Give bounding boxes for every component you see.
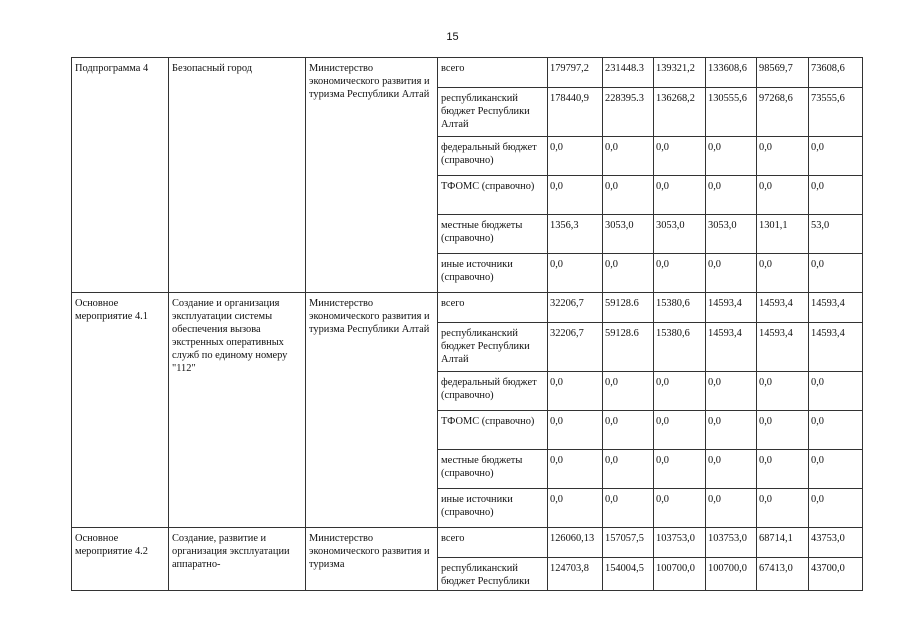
value-cell: 32206,7 <box>548 293 603 323</box>
value-cell: 0,0 <box>706 372 757 411</box>
value-cell: 97268,6 <box>757 88 809 137</box>
value-cell: 67413,0 <box>757 558 809 591</box>
value-cell: 14593,4 <box>706 293 757 323</box>
budget-table <box>71 57 863 591</box>
funding-source-cell: ТФОМС (справочно) <box>438 411 548 450</box>
value-cell: 3053,0 <box>654 215 706 254</box>
value-cell: 0,0 <box>654 176 706 215</box>
value-cell: 3053,0 <box>603 215 654 254</box>
table-row <box>72 293 863 323</box>
value-cell: 228395.3 <box>603 88 654 137</box>
value-cell: 3053,0 <box>706 215 757 254</box>
value-cell: 0,0 <box>548 176 603 215</box>
value-cell: 15380,6 <box>654 293 706 323</box>
funding-source-cell: федеральный бюджет (справочно) <box>438 372 548 411</box>
group-executor-cell: Министерство экономического развития и туризма <box>306 528 438 591</box>
table-row <box>72 58 863 88</box>
value-cell: 0,0 <box>654 411 706 450</box>
value-cell: 154004,5 <box>603 558 654 591</box>
value-cell: 0,0 <box>548 254 603 293</box>
group-executor-cell: Министерство экономического развития и туризма Республики Алтай <box>306 293 438 528</box>
value-cell: 0,0 <box>809 176 863 215</box>
value-cell: 73608,6 <box>809 58 863 88</box>
value-cell: 0,0 <box>706 176 757 215</box>
funding-source-cell: республиканский бюджет Республики <box>438 558 548 591</box>
value-cell: 0,0 <box>809 372 863 411</box>
value-cell: 139321,2 <box>654 58 706 88</box>
value-cell: 98569,7 <box>757 58 809 88</box>
table-row <box>72 528 863 558</box>
value-cell: 14593,4 <box>757 293 809 323</box>
value-cell: 0,0 <box>603 372 654 411</box>
value-cell: 1356,3 <box>548 215 603 254</box>
group-name-cell: Создание и организация эксплуатации системы обеспечения вызова экстренных оперативных служб по единому номеру "112" <box>169 293 306 528</box>
value-cell: 0,0 <box>809 450 863 489</box>
value-cell: 100700,0 <box>706 558 757 591</box>
value-cell: 0,0 <box>809 137 863 176</box>
value-cell: 231448.3 <box>603 58 654 88</box>
value-cell: 0,0 <box>654 450 706 489</box>
value-cell: 0,0 <box>809 489 863 528</box>
value-cell: 0,0 <box>654 489 706 528</box>
value-cell: 0,0 <box>548 450 603 489</box>
value-cell: 157057,5 <box>603 528 654 558</box>
value-cell: 73555,6 <box>809 88 863 137</box>
value-cell: 126060,13 <box>548 528 603 558</box>
value-cell: 103753,0 <box>654 528 706 558</box>
value-cell: 68714,1 <box>757 528 809 558</box>
group-name-cell: Безопасный город <box>169 58 306 293</box>
value-cell: 0,0 <box>603 411 654 450</box>
value-cell: 0,0 <box>809 411 863 450</box>
value-cell: 124703,8 <box>548 558 603 591</box>
value-cell: 0,0 <box>809 254 863 293</box>
group-executor-cell: Министерство экономического развития и туризма Республики Алтай <box>306 58 438 293</box>
group-code-cell: Подпрограмма 4 <box>72 58 169 293</box>
funding-source-cell: местные бюджеты (справочно) <box>438 215 548 254</box>
value-cell: 100700,0 <box>654 558 706 591</box>
value-cell: 0,0 <box>706 411 757 450</box>
value-cell: 0,0 <box>603 489 654 528</box>
value-cell: 14593,4 <box>809 323 863 372</box>
value-cell: 53,0 <box>809 215 863 254</box>
value-cell: 0,0 <box>548 372 603 411</box>
value-cell: 103753,0 <box>706 528 757 558</box>
value-cell: 1301,1 <box>757 215 809 254</box>
group-name-cell: Создание, развитие и организация эксплуатации аппаратно- <box>169 528 306 591</box>
funding-source-cell: иные источники (справочно) <box>438 489 548 528</box>
page-number: 15 <box>446 31 459 43</box>
value-cell: 0,0 <box>603 254 654 293</box>
value-cell: 0,0 <box>603 450 654 489</box>
value-cell: 178440,9 <box>548 88 603 137</box>
value-cell: 32206,7 <box>548 323 603 372</box>
value-cell: 0,0 <box>706 489 757 528</box>
group-code-cell: Основное мероприятие 4.2 <box>72 528 169 591</box>
funding-source-cell: республиканский бюджет Республики Алтай <box>438 88 548 137</box>
funding-source-cell: ТФОМС (справочно) <box>438 176 548 215</box>
funding-source-cell: всего <box>438 293 548 323</box>
funding-source-cell: всего <box>438 58 548 88</box>
value-cell: 59128.6 <box>603 323 654 372</box>
value-cell: 59128.6 <box>603 293 654 323</box>
funding-source-cell: федеральный бюджет (справочно) <box>438 137 548 176</box>
value-cell: 0,0 <box>757 176 809 215</box>
value-cell: 0,0 <box>757 489 809 528</box>
value-cell: 0,0 <box>757 450 809 489</box>
value-cell: 0,0 <box>548 489 603 528</box>
funding-source-cell: всего <box>438 528 548 558</box>
value-cell: 0,0 <box>548 411 603 450</box>
value-cell: 0,0 <box>654 254 706 293</box>
value-cell: 0,0 <box>603 137 654 176</box>
funding-source-cell: республиканский бюджет Республики Алтай <box>438 323 548 372</box>
value-cell: 179797,2 <box>548 58 603 88</box>
value-cell: 43700,0 <box>809 558 863 591</box>
value-cell: 0,0 <box>654 372 706 411</box>
value-cell: 0,0 <box>757 254 809 293</box>
value-cell: 0,0 <box>706 450 757 489</box>
value-cell: 136268,2 <box>654 88 706 137</box>
value-cell: 0,0 <box>706 254 757 293</box>
value-cell: 0,0 <box>757 137 809 176</box>
value-cell: 0,0 <box>548 137 603 176</box>
value-cell: 133608,6 <box>706 58 757 88</box>
value-cell: 0,0 <box>654 137 706 176</box>
funding-source-cell: иные источники (справочно) <box>438 254 548 293</box>
value-cell: 0,0 <box>706 137 757 176</box>
value-cell: 14593,4 <box>809 293 863 323</box>
value-cell: 14593,4 <box>706 323 757 372</box>
value-cell: 15380,6 <box>654 323 706 372</box>
value-cell: 43753,0 <box>809 528 863 558</box>
value-cell: 130555,6 <box>706 88 757 137</box>
value-cell: 0,0 <box>757 411 809 450</box>
table-body <box>72 58 863 591</box>
funding-source-cell: местные бюджеты (справочно) <box>438 450 548 489</box>
value-cell: 14593,4 <box>757 323 809 372</box>
value-cell: 0,0 <box>757 372 809 411</box>
value-cell: 0,0 <box>603 176 654 215</box>
group-code-cell: Основное мероприятие 4.1 <box>72 293 169 528</box>
